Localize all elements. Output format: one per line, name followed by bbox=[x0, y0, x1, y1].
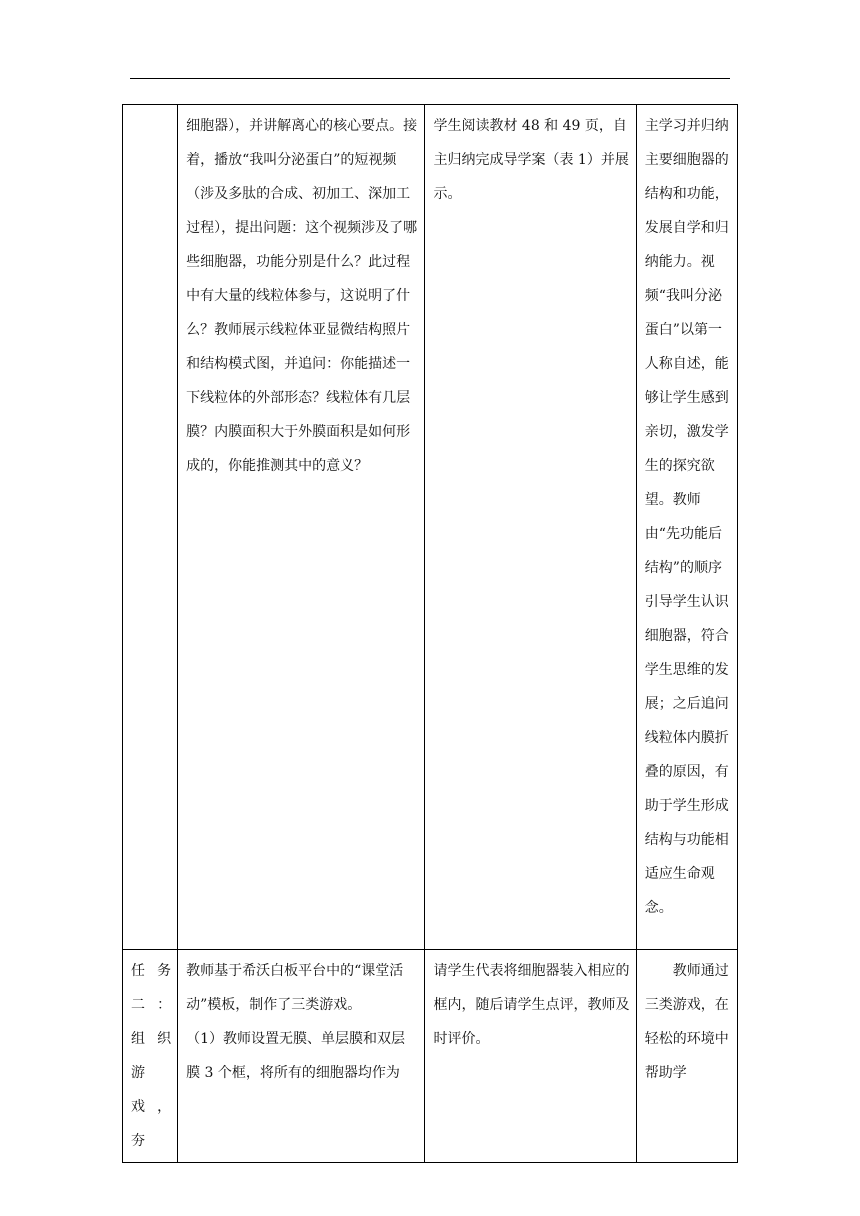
student-activity-text: 请学生代表将细胞器装入相应的框内，随后请学生点评，教师及时评价。 bbox=[433, 963, 630, 1047]
task-cell bbox=[123, 105, 178, 950]
design-intent-cell bbox=[636, 105, 737, 950]
teacher-activity-paragraph: 教师基于希沃白板平台中的“课堂活动”模板，制作了三类游戏。 bbox=[186, 963, 404, 1013]
teacher-activity-cell bbox=[178, 105, 425, 950]
student-activity-cell bbox=[425, 950, 636, 1163]
task-cell bbox=[123, 950, 178, 1163]
design-intent-cell bbox=[636, 950, 737, 1163]
lesson-plan-table bbox=[122, 104, 738, 1163]
table-row bbox=[123, 105, 738, 950]
table-row bbox=[123, 950, 738, 1163]
teacher-activity-paragraph: （1）教师设置无膜、单层膜和双层膜 3 个框，将所有的细胞器均作为 bbox=[186, 1031, 405, 1081]
design-intent-text: 教师通过三类游戏，在轻松的环境中帮助学 bbox=[644, 963, 729, 1081]
design-intent-text: 主学习并归纳主要细胞器的结构和功能，发展自学和归纳能力。视频“我叫分泌蛋白”以第一人称自述，能够让学生感到亲切，激发学生的探究欲望。教师由“先功能后结构”的顺序引导学生认识细胞器，符合学生思维的发展；之后追问线粒体内膜折叠的原因，有助于学生形成结构与功能相适应生命观念。 bbox=[644, 118, 729, 916]
student-activity-text: 学生阅读教材 48 和 49 页，自主归纳完成导学案（表 1）并展示。 bbox=[433, 118, 629, 202]
teacher-activity-cell bbox=[178, 950, 425, 1163]
task-label: 任务二：组织游戏，夯 bbox=[131, 963, 172, 1149]
teacher-activity-text: 细胞器），并讲解离心的核心要点。接着，播放“我叫分泌蛋白”的短视频（涉及多肽的合成、初加工、深加工过程），提出问题：这个视频涉及了哪些细胞器，功能分别是什么？此过程中有大量的线粒体参与，这说明了什么？教师展示线粒体亚显微结构照片和结构模式图，并追问：你能描述一下线粒体的外部形态？线粒体有几层膜？内膜面积大于外膜面积是如何形成的，你能推测其中的意义？ bbox=[186, 118, 418, 474]
student-activity-cell bbox=[425, 105, 636, 950]
header-rule bbox=[130, 78, 730, 79]
